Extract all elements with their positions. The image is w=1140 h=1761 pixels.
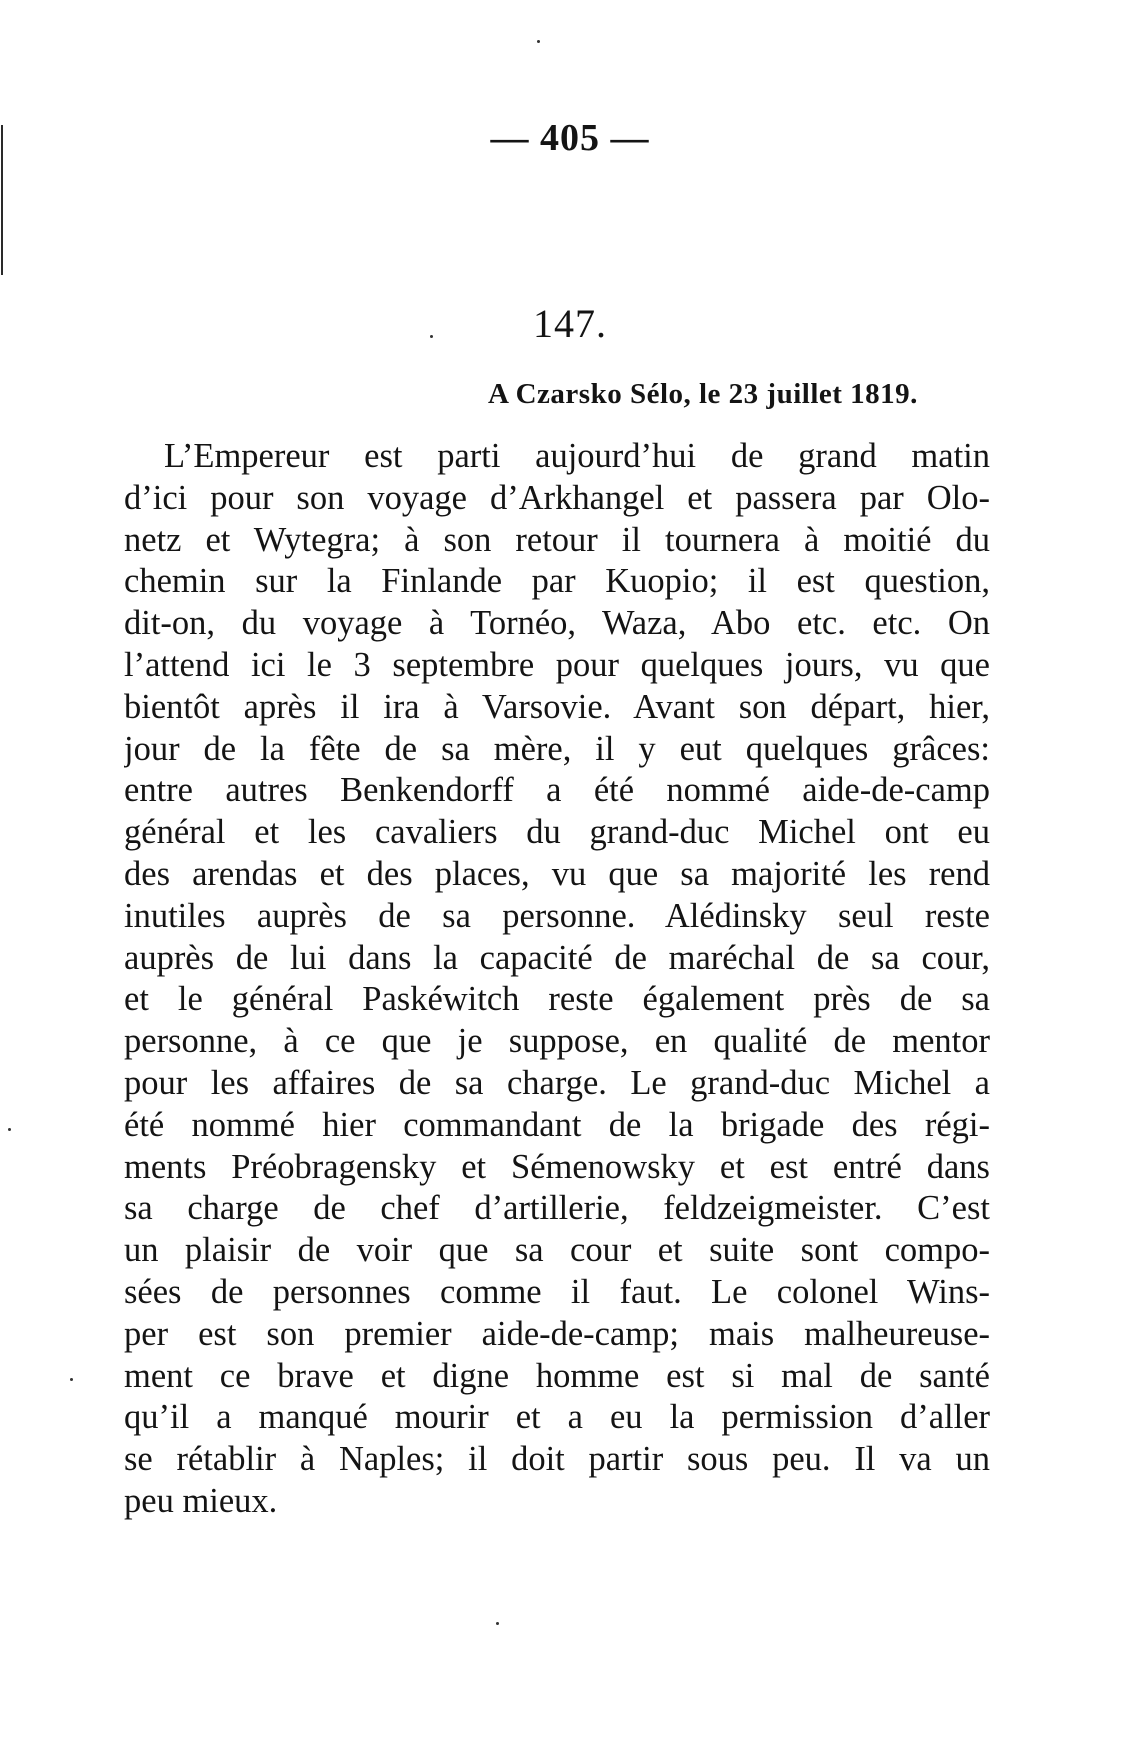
body-line: ment ce brave et digne homme est si mal de santé [124, 1356, 990, 1395]
body-line: général et les cavaliers du grand-duc Michel ont eu [124, 813, 990, 852]
body-line: un plaisir de voir que sa cour et suite sont compo- [124, 1231, 990, 1270]
body-line: qu’il a manqué mourir et a eu la permission d’aller [124, 1398, 990, 1437]
print-speck [70, 1378, 73, 1381]
page-number: — 405 — [490, 117, 650, 159]
dateline: A Czarsko Sélo, le 23 juillet 1819. [488, 378, 918, 410]
letter-body [124, 436, 990, 1523]
body-line: entre autres Benkendorff a été nommé aide-de-camp [124, 771, 990, 810]
body-line: sa charge de chef d’artillerie, feldzeigmeister. C’est [124, 1189, 990, 1228]
body-line: chemin sur la Finlande par Kuopio; il est question, [124, 562, 990, 601]
body-line: pour les affaires de sa charge. Le grand-duc Michel a [124, 1063, 990, 1102]
body-line: été nommé hier commandant de la brigade des régi- [124, 1105, 990, 1144]
body-line: bientôt après il ira à Varsovie. Avant son départ, hier, [124, 687, 990, 726]
body-line: inutiles auprès de sa personne. Alédinsky seul reste [124, 896, 990, 935]
body-line: netz et Wytegra; à son retour il tournera à moitié du [124, 520, 990, 559]
body-line: personne, à ce que je suppose, en qualité de mentor [124, 1022, 990, 1061]
body-line: L’Empereur est parti aujourd’hui de grand matin [164, 437, 990, 475]
body-line: auprès de lui dans la capacité de maréchal de sa cour, [124, 938, 990, 977]
body-line: et le général Paskéwitch reste également près de sa [124, 980, 990, 1019]
body-line: se rétablir à Naples; il doit partir sous peu. Il va un [124, 1440, 990, 1479]
print-speck [537, 40, 540, 43]
letter-number: 147. [533, 301, 607, 346]
body-line: d’ici pour son voyage d’Arkhangel et passera par Olo- [124, 478, 990, 517]
print-speck [496, 1622, 499, 1625]
body-line: dit-on, du voyage à Tornéo, Waza, Abo etc. etc. On [124, 604, 990, 643]
body-line: jour de la fête de sa mère, il y eut quelques grâces: [124, 729, 990, 768]
body-line: ments Préobragensky et Sémenowsky et est entré dans [124, 1147, 990, 1186]
body-line: per est son premier aide-de-camp; mais malheureuse- [124, 1314, 990, 1353]
body-line: l’attend ici le 3 septembre pour quelques jours, vu que [124, 645, 990, 684]
body-line: peu mieux. [124, 1481, 278, 1520]
body-line: des arendas et des places, vu que sa majorité les rend [124, 854, 990, 893]
print-speck [430, 335, 433, 338]
body-line: sées de personnes comme il faut. Le colonel Wins- [124, 1272, 990, 1311]
print-speck [8, 1128, 11, 1131]
